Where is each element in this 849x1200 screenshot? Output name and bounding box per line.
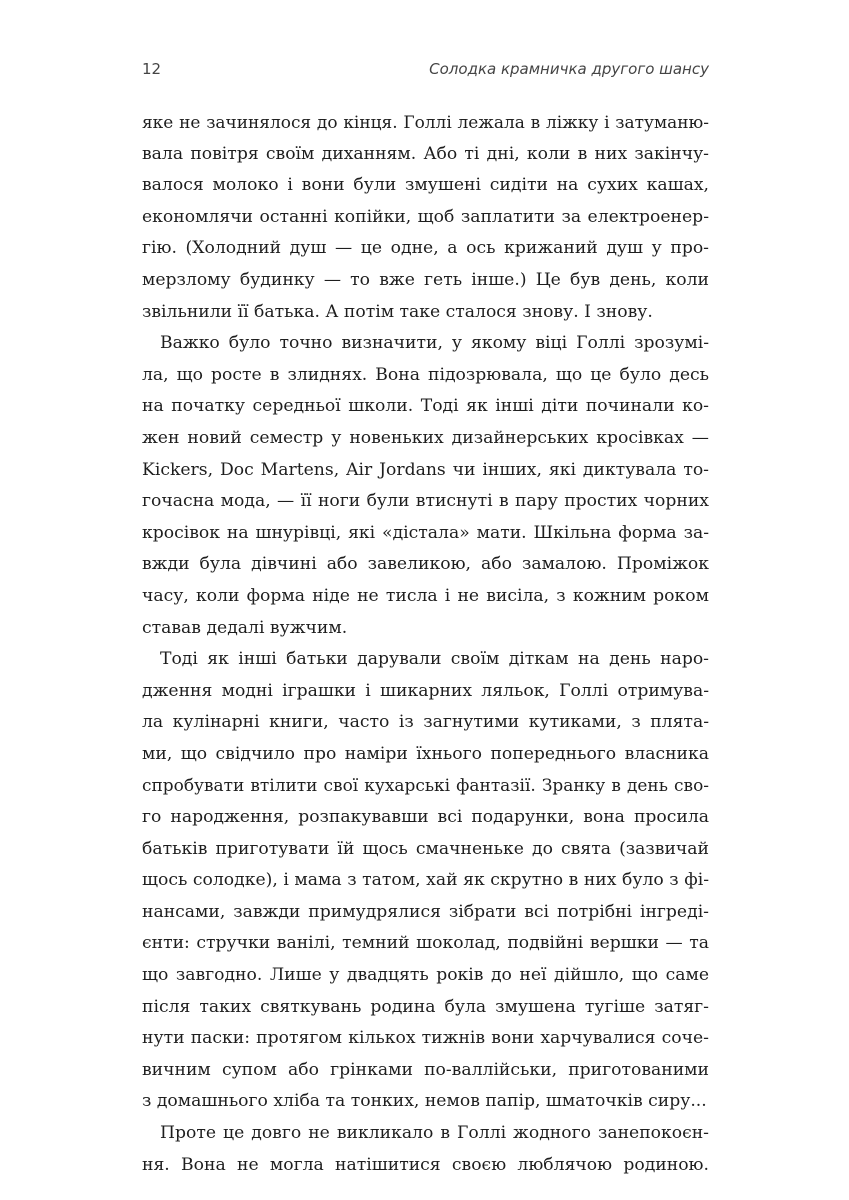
text-line: нути паски: протягом кількох тижнів вони харчувалися соче- [142, 1028, 709, 1049]
text-line: ставав дедалі вужчим. [142, 617, 348, 638]
text-line: спробувати втілити свої кухарські фантазії. Зранку в день сво- [142, 775, 709, 796]
text-line: звільнили її батька. А потім таке сталося знову. І знову. [142, 301, 653, 322]
text-line: часу, коли форма ніде не тисла і не висіла, з кожним роком [142, 585, 709, 606]
paragraph [142, 328, 709, 644]
text-line: економлячи останні копійки, щоб заплатити за електроенер- [142, 206, 709, 227]
paragraph [142, 644, 709, 1118]
text-line: на початку середньої школи. Тоді як інші діти починали ко- [142, 396, 709, 417]
text-line: вала повітря своїм диханням. Або ті дні, коли в них закінчу- [142, 143, 709, 164]
text-line: нансами, завжди примудрялися зібрати всі потрібні інгреді- [142, 901, 709, 922]
paragraph [142, 107, 709, 328]
text-line: жен новий семестр у новеньких дизайнерських кросівках — [142, 427, 709, 448]
text-line: Проте це довго не викликало в Голлі жодного занепокоєн- [160, 1123, 709, 1143]
text-line: ла кулінарні книги, часто із загнутими кутиками, з плята- [142, 712, 709, 733]
running-header [142, 60, 709, 88]
text-line: ла, що росте в злиднях. Вона підозрювала, що це було десь [142, 364, 709, 385]
text-line: мерзлому будинку — то вже геть інше.) Це був день, коли [142, 269, 709, 290]
page-number: 12 [142, 60, 162, 78]
text-line: гію. (Холодний душ — це одне, а ось крижаний душ у про- [142, 238, 709, 259]
body-text [142, 107, 709, 1181]
text-line: го народження, розпакувавши всі подарунки, вона просила [142, 807, 709, 828]
text-line: батьків приготувати їй щось смачненьке до свята (зазвичай [142, 838, 709, 859]
running-title: Солодка крамничка другого шансу [429, 60, 709, 78]
text-line: після таких святкувань родина була змушена тугіше затяг- [142, 996, 709, 1017]
text-line: вичним супом або грінками по-валлійськи, приготованими [142, 1059, 709, 1080]
text-line: вжди була дівчині або завеликою, або замалою. Проміжок [142, 554, 709, 575]
text-line: яке не зачинялося до кінця. Голлі лежала в ліжку і затуманю- [142, 112, 709, 132]
text-line: Kickers, Doc Martens, Air Jordans чи інших, які диктувала то- [142, 459, 709, 480]
text-line: дження модні іграшки і шикарних ляльок, Голлі отримува- [142, 680, 709, 701]
text-line: з домашнього хліба та тонких, немов папір, шматочків сиру... [142, 1091, 707, 1112]
text-line: ня. Вона не могла натішитися своєю люблячою родиною. [142, 1154, 709, 1175]
text-line: щось солодке), і мама з татом, хай як скрутно в них було з фі- [142, 870, 709, 891]
text-line: гочасна мода, — її ноги були втиснуті в пару простих чорних [142, 491, 709, 512]
text-line: валося молоко і вони були змушені сидіти на сухих кашах, [142, 175, 709, 196]
text-line: кросівок на шнурівці, які «дістала» мати. Шкільна форма за- [142, 522, 709, 543]
text-line: Важко було точно визначити, у якому віці Голлі зрозумі- [160, 333, 709, 354]
paragraph [142, 1118, 709, 1181]
text-line: єнти: стручки ванілі, темний шоколад, подвійні вершки — та [142, 933, 709, 954]
text-line: що завгодно. Лише у двадцять років до неї дійшло, що саме [142, 965, 709, 986]
text-line: ми, що свідчило про наміри їхнього попереднього власника [142, 743, 709, 764]
text-line: Тоді як інші батьки дарували своїм діткам на день наро- [160, 649, 709, 670]
